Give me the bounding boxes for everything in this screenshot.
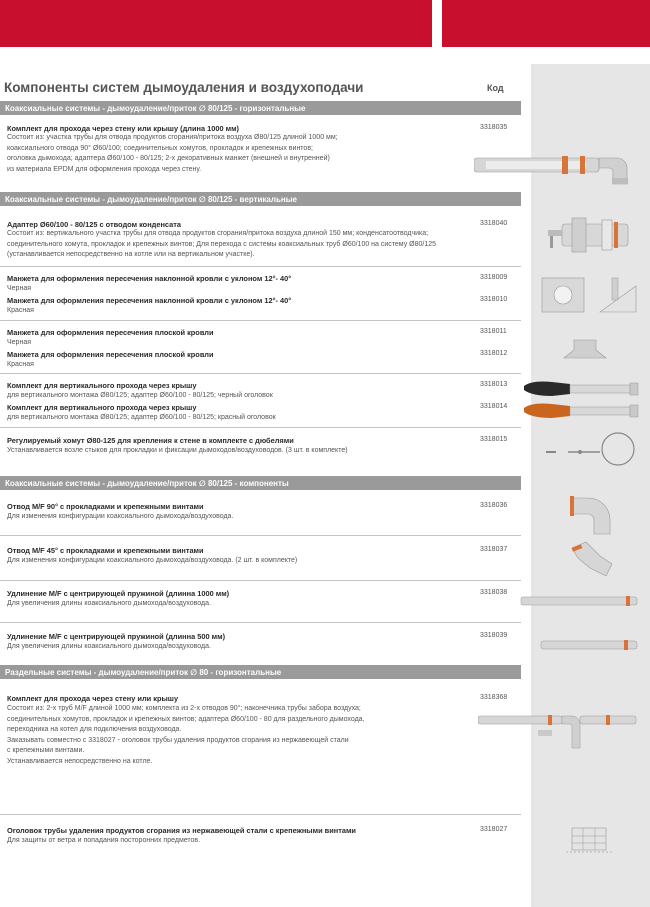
product-title: Комплект для вертикального прохода через крышу <box>7 381 197 390</box>
product-description: Черная <box>7 285 32 292</box>
product-description: Для защиты от ветра и попадания посторонних предметов. <box>7 837 201 844</box>
product-description: Состоит из: участка трубы для отвода продуктов сгорания/притока воздуха Ø80/125 длиной 1000 мм; коаксиального отвода 90° Ø60/100; соединительных хомутов, прокладок и крепежных винтов; оголовка дымохода; адаптера Ø60/100 - 80/125; 2-х декоративных манжет (внешней и внутренней) из материала EPDM для оформления прохода через стену. <box>7 134 338 173</box>
product-title: Манжета для оформления пересечения плоской кровли <box>7 350 214 359</box>
product-image-extension-500 <box>540 638 638 652</box>
top-banner-left <box>0 0 432 47</box>
divider <box>0 427 521 428</box>
page-title: Компоненты систем дымоудаления и воздухоподачи <box>4 80 364 95</box>
product-description: Состоит из: 2-х труб M/F длиной 1000 мм; комплекта из 2-х отводов 90°; наконечника трубы забора воздуха; соединительных хомутов, прокладок и крепежных винтов; адаптера Ø60/100 - 80 для раздельного дымохода, переходника на котел для подключения воздуховода. Заказывать совместно с 3318027 - оголовок трубы удаления продуктов сгорания из нержавеющей стали с крепежными винтами. Устанавливается непосредственно на котле. <box>7 705 365 765</box>
product-description: для вертикального монтажа Ø80/125; адаптер Ø60/100 - 80/125; черный оголовок <box>7 392 273 399</box>
product-code: 3318027 <box>480 826 508 833</box>
divider <box>0 320 521 321</box>
product-title: Комплект для вертикального прохода через крышу <box>7 403 197 412</box>
divider <box>0 580 521 581</box>
divider <box>0 622 521 623</box>
code-column-header: Код <box>487 83 504 93</box>
product-code: 3318015 <box>480 436 508 443</box>
product-code: 3318040 <box>480 220 508 227</box>
product-image-vertical-roof-kits <box>522 378 642 426</box>
product-code: 3318035 <box>480 124 508 131</box>
product-description: Для изменения конфигурации коаксиального дымохода/воздуховода. (2 шт. в комплекте) <box>7 557 298 564</box>
product-title: Регулируемый хомут Ø80-125 для крепления к стене в комплекте с дюбелями <box>7 436 294 445</box>
product-title: Оголовок трубы удаления продуктов сгорания из нержавеющей стали с крепежными винтами <box>7 826 356 835</box>
product-image-flat-roof-flashing <box>560 336 610 362</box>
product-description: для вертикального монтажа Ø80/125; адаптер Ø60/100 - 80/125; красный оголовок <box>7 414 276 421</box>
divider <box>0 373 521 374</box>
product-code: 3318039 <box>480 632 508 639</box>
product-description: Черная <box>7 339 32 346</box>
product-image-stainless-terminal <box>566 824 612 856</box>
divider <box>0 814 521 815</box>
product-title: Манжета для оформления пересечения наклонной кровли с уклоном 12°- 40° <box>7 274 292 283</box>
product-description: Для изменения конфигурации коаксиального дымохода/воздуховода. <box>7 513 234 520</box>
product-code: 3318038 <box>480 589 508 596</box>
product-title: Манжета для оформления пересечения наклонной кровли с уклоном 12°- 40° <box>7 296 292 305</box>
section-header-coax-vertical: Коаксиальные системы - дымоудаление/приток ∅ 80/125 - вертикальные <box>0 192 521 206</box>
product-image-separate-wall-kit <box>478 706 638 752</box>
product-image-elbow-45 <box>568 538 618 580</box>
product-code: 3318037 <box>480 546 508 553</box>
product-title: Манжета для оформления пересечения плоской кровли <box>7 328 214 337</box>
product-code: 3318012 <box>480 350 508 357</box>
product-title: Удлинение M/F с центрирующей пружиной (длинна 500 мм) <box>7 632 226 641</box>
divider <box>0 266 521 267</box>
product-title: Комплект для прохода через стену или крышу (длина 1000 мм) <box>7 124 240 133</box>
image-column <box>531 64 650 907</box>
top-banner-right <box>442 0 650 47</box>
product-image-wall-clamp <box>542 432 638 468</box>
product-image-wall-roof-kit <box>474 150 634 186</box>
product-code: 3318013 <box>480 381 508 388</box>
product-description: Красная <box>7 361 34 368</box>
product-title: Комплект для прохода через стену или крышу <box>7 694 179 703</box>
product-image-condensate-adapter <box>542 212 642 260</box>
product-code: 3318368 <box>480 694 508 701</box>
product-title: Отвод M/F 45° с прокладками и крепежными винтами <box>7 546 204 555</box>
product-image-elbow-90 <box>566 492 616 538</box>
product-code: 3318014 <box>480 403 508 410</box>
product-code: 3318010 <box>480 296 508 303</box>
product-image-pitched-roof-flashing <box>540 276 640 316</box>
divider <box>0 535 521 536</box>
section-header-coax-horizontal: Коаксиальные системы - дымоудаление/приток ∅ 80/125 - горизонтальные <box>0 101 521 115</box>
product-description: Для увеличения длины коаксиального дымохода/воздуховода. <box>7 600 211 607</box>
product-image-extension-1000 <box>520 594 638 608</box>
product-title: Отвод M/F 90° с прокладками и крепежными винтами <box>7 502 204 511</box>
section-header-separate-horizontal: Раздельные системы - дымоудаление/приток ∅ 80 - горизонтальные <box>0 665 521 679</box>
product-code: 3318011 <box>480 328 507 335</box>
product-code: 3318009 <box>480 274 508 281</box>
section-header-coax-components: Коаксиальные системы - дымоудаление/приток ∅ 80/125 - компоненты <box>0 476 521 490</box>
product-code: 3318036 <box>480 502 508 509</box>
product-description: Устанавливается возле стыков для прокладки и фиксации дымоходов/воздуховодов. (3 шт. в комплекте) <box>7 447 348 454</box>
product-description: Красная <box>7 307 34 314</box>
product-description: Для увеличения длины коаксиального дымохода/воздуховода. <box>7 643 211 650</box>
product-title: Адаптер Ø60/100 - 80/125 с отводом конденсата <box>7 220 181 229</box>
product-title: Удлинение M/F с центрирующей пружиной (длинна 1000 мм) <box>7 589 230 598</box>
product-description: Состоит из: вертикального участка трубы для отвода продуктов сгорания/притока воздуха длиной 150 мм; конденсатоотводчика; соединительного хомута, прокладок и крепежных винтов; Для перехода с системы коаксиальных труб Ø60/100 на систему Ø80/125 (устанавливается непосредственно на котле или на вертикальном участке). <box>7 230 436 259</box>
